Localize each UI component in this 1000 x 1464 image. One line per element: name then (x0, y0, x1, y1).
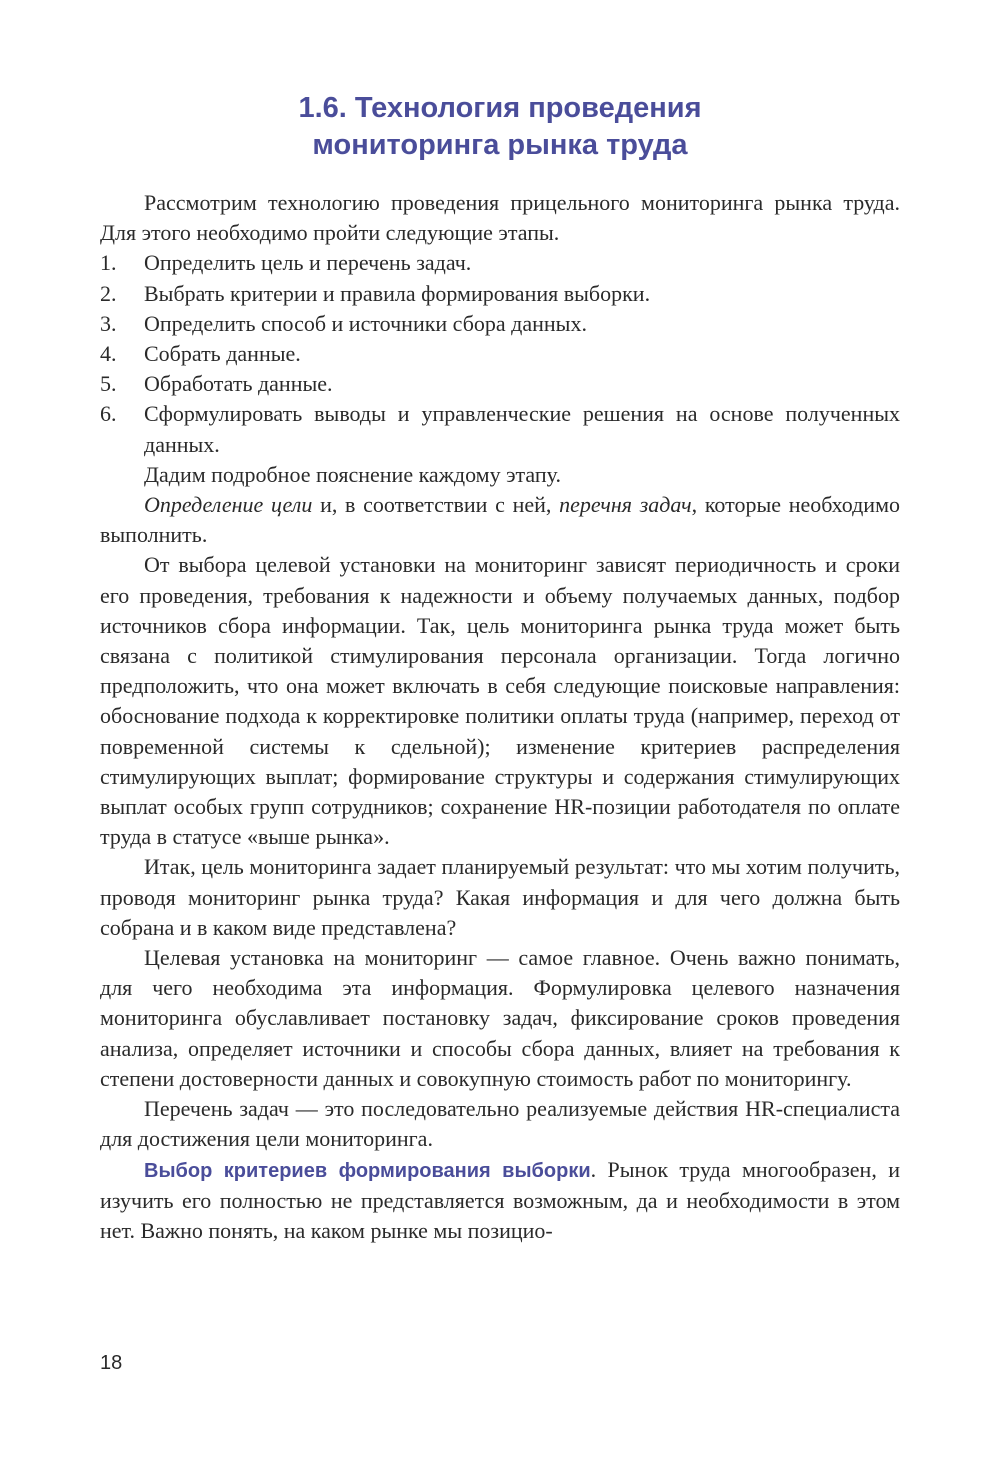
body-paragraph: Перечень задач — это последовательно реализуемые действия HR-специалиста для достижения цели мониторинга. (100, 1096, 900, 1152)
list-item-text: Определить цель и перечень задач. (144, 250, 472, 276)
list-item-text: Обработать данные. (144, 371, 333, 397)
list-item (100, 309, 900, 339)
list-item (100, 248, 900, 278)
list-item-text: Собрать данные. (144, 341, 301, 367)
list-item-text: Сформулировать выводы и управленческие решения на основе полученных данных. (144, 401, 900, 457)
body-paragraph: От выбора целевой установки на мониторинг зависят периодичность и сроки его проведения, требования к надежности и объему получаемых данных, подбор источников сбора информации. Так, цель мониторинга рынка труда может быть связана с политикой стимулирования персонала организации. Тогда логично предположить, что она может включать в себя следующие поисковые направления: обоснование подхода к корректировке политики оплаты труда (например, переход от повременной системы к сдельной); изменение критериев распределения стимулирующих выплат; формирование структуры и содержания стимулирующих выплат особых групп сотрудников; сохранение HR-позиции работодателя по оплате труда в статусе «выше рынка». (100, 552, 900, 850)
intro-paragraph: Рассмотрим технологию проведения прицельного мониторинга рынка труда. Для этого необходимо пройти следующие этапы. (100, 190, 900, 246)
list-item (100, 339, 900, 369)
selection-text: . Рынок труда многообразен, и изучить его полностью не представляется возможным, да и необходимости в этом нет. Важно понять, на каком рынке мы позицио- (100, 1156, 900, 1243)
definition-paragraph (100, 490, 900, 550)
page-body (100, 90, 900, 1246)
list-item-number: 1. (100, 250, 117, 276)
section-heading-line-2: мониторинга рынка труда (312, 129, 688, 161)
definition-italic-term-2: перечня задач (559, 492, 692, 518)
list-item (100, 369, 900, 399)
body-paragraph: Итак, цель мониторинга задает планируемый результат: что мы хотим получить, проводя мониторинг рынка труда? Какая информация и для чего должна быть собрана и в каком виде представлена? (100, 854, 900, 940)
definition-text-2: , которые необходимо выполнить. (100, 492, 901, 548)
selection-paragraph (100, 1155, 900, 1247)
list-item-number: 4. (100, 341, 117, 367)
explain-intro-paragraph: Дадим подробное пояснение каждому этапу. (144, 461, 561, 487)
definition-italic-term-1: Определение цели (144, 492, 313, 518)
list-item (100, 279, 900, 309)
section-heading (100, 90, 900, 164)
page-number: 18 (100, 1352, 123, 1374)
list-item-number: 3. (100, 310, 117, 336)
definition-text-1: и, в соответствии с ней, (312, 492, 560, 518)
list-item-text: Определить способ и источники сбора данных. (144, 310, 587, 336)
list-item-text: Выбрать критерии и правила формирования выборки. (144, 280, 651, 306)
steps-list (100, 248, 900, 459)
list-item-number: 2. (100, 280, 117, 306)
list-item-number: 6. (100, 401, 117, 427)
list-item-number: 5. (100, 371, 117, 397)
section-heading-line-1: 1.6. Технология проведения (298, 92, 702, 124)
selection-accent-term: Выбор критериев формирования выборки (144, 1159, 591, 1182)
body-paragraph: Целевая установка на мониторинг — самое главное. Очень важно понимать, для чего необходима эта информация. Формулировка целевого назначения мониторинга обуславливает постановку задач, фиксирование сроков проведения анализа, определяет источники и способы сбора данных, влияет на требования к степени достоверности данных и совокупную стоимость работ по мониторингу. (100, 945, 900, 1091)
list-item (100, 399, 900, 459)
